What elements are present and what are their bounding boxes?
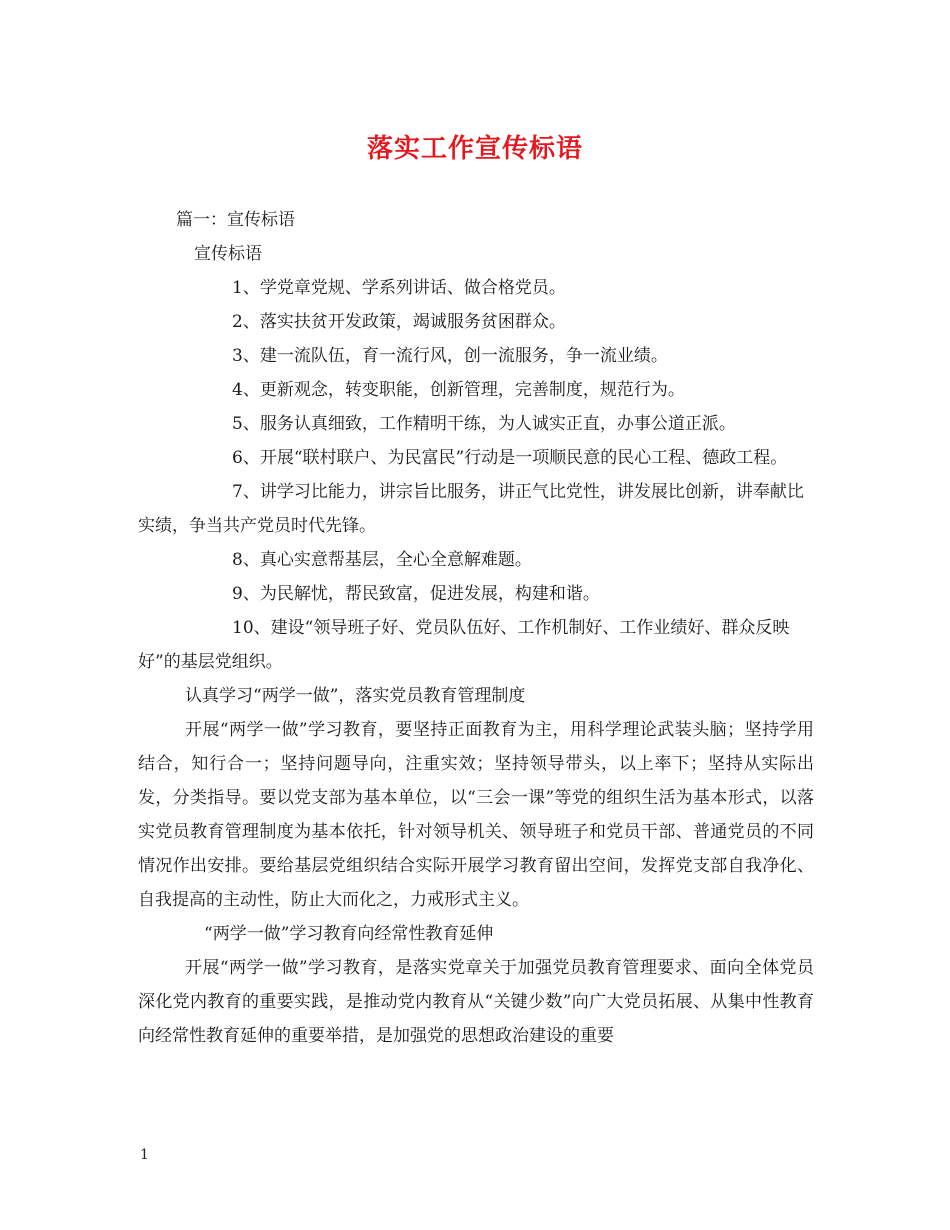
slogan-number: 5、 xyxy=(232,414,260,434)
slogan-item xyxy=(138,407,814,441)
slogan-item xyxy=(138,271,814,305)
slogan-number: 4、 xyxy=(232,380,260,400)
slogan-text: 更新观念，转变职能，创新管理，完善制度，规范行为。 xyxy=(259,380,685,400)
slogan-number: 6、 xyxy=(232,448,260,468)
slogan-text: 学党章党规、学系列讲话、做合格党员。 xyxy=(259,278,566,298)
slogan-text: 服务认真细致，工作精明干练，为人诚实正直，办事公道正派。 xyxy=(259,414,736,434)
slogan-text: 建一流队伍，育一流行风，创一流服务，争一流业绩。 xyxy=(259,346,668,366)
slogan-list xyxy=(138,271,814,679)
slogan-text: 建设“领导班子好、党员队伍好、工作机制好、工作业绩好、群众反映好”的基层党组织。 xyxy=(138,618,790,672)
page-number: 1 xyxy=(140,1147,149,1163)
slogan-item xyxy=(138,441,814,475)
slogan-number: 7、 xyxy=(232,482,260,502)
slogan-number: 1、 xyxy=(232,278,260,298)
heading-two-study: 认真学习“两学一做”，落实党员教育管理制度 xyxy=(185,686,526,706)
heading-extension: “两学一做”学习教育向经常性教育延伸 xyxy=(204,924,494,944)
slogan-item xyxy=(138,577,814,611)
slogan-number: 10、 xyxy=(232,618,271,638)
slogan-item xyxy=(138,305,814,339)
slogan-text: 开展“联村联户、为民富民”行动是一项顺民意的民心工程、德政工程。 xyxy=(259,448,788,468)
slogan-item xyxy=(138,339,814,373)
slogan-number: 3、 xyxy=(232,346,260,366)
document-body xyxy=(138,203,814,1053)
slogan-item xyxy=(138,373,814,407)
slogan-text: 落实扶贫开发政策，竭诚服务贫困群众。 xyxy=(259,312,566,332)
paragraph-two: 开展“两学一做”学习教育，是落实党章关于加强党员教育管理要求、面向全体党员深化党内教育的重要实践，是推动党内教育从“关键少数”向广大党员拓展、从集中性教育向经常性教育延伸的重要举措，是加强党的思想政治建设的重要 xyxy=(138,958,814,1046)
slogan-number: 9、 xyxy=(232,584,260,604)
paragraph-one: 开展“两学一做”学习教育，要坚持正面教育为主，用科学理论武装头脑；坚持学用结合，知行合一；坚持问题导向，注重实效；坚持领导带头，以上率下；坚持从实际出发，分类指导。要以党支部为基本单位，以“三会一课”等党的组织生活为基本形式，以落实党员教育管理制度为基本依托，针对领导机关、领导班子和党员干部、普通党员的不同情况作出安排。要给基层党组织结合实际开展学习教育留出空间，发挥党支部自我净化、自我提高的主动性，防止大而化之，力戒形式主义。 xyxy=(138,720,814,910)
slogan-text: 讲学习比能力，讲宗旨比服务，讲正气比党性，讲发展比创新，讲奉献比实绩，争当共产党员时代先锋。 xyxy=(138,482,804,536)
slogan-number: 8、 xyxy=(232,550,260,570)
slogan-item xyxy=(138,611,814,679)
slogan-text: 真心实意帮基层，全心全意解难题。 xyxy=(259,550,532,570)
slogan-number: 2、 xyxy=(232,312,260,332)
slogan-item xyxy=(138,475,814,543)
slogan-text: 为民解忧，帮民致富，促进发展，构建和谐。 xyxy=(259,584,600,604)
section-heading: 篇一：宣传标语 xyxy=(176,210,295,230)
slogan-item xyxy=(138,543,814,577)
document-title: 落实工作宣传标语 xyxy=(366,134,583,164)
sub-heading: 宣传标语 xyxy=(194,244,262,264)
